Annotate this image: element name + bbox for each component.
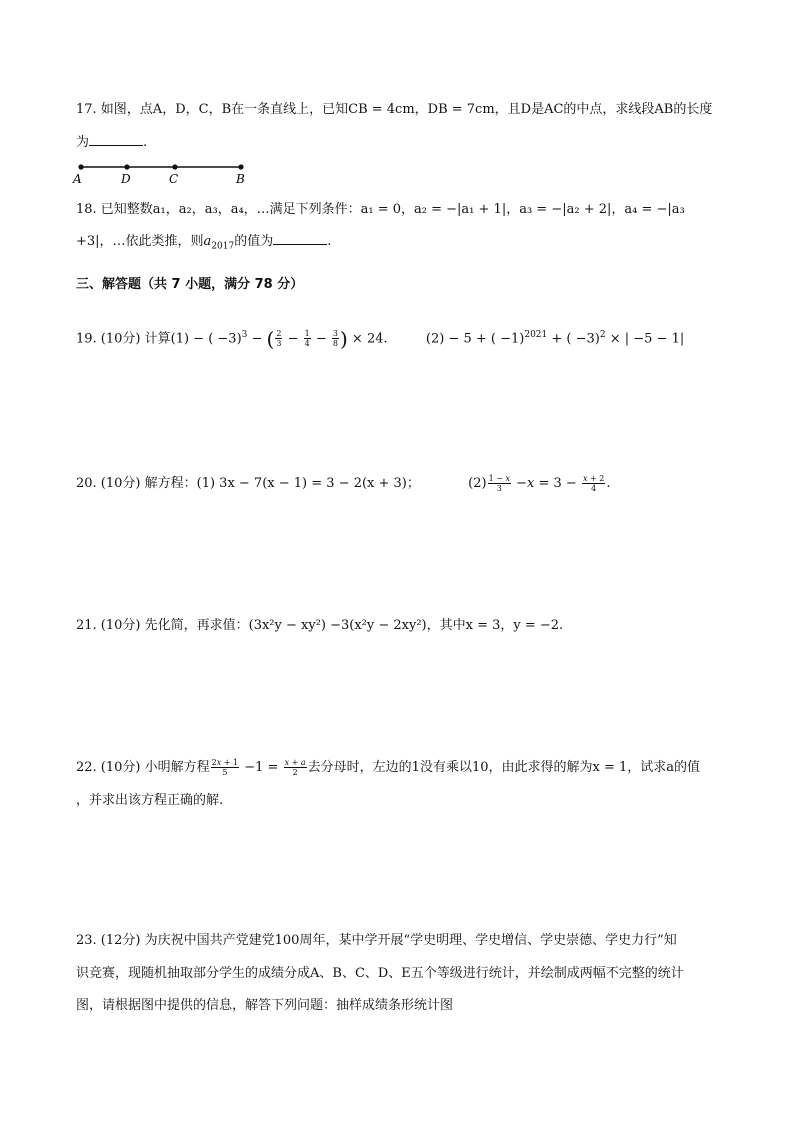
q23-line3: 图，请根据图中提供的信息，解答下列问题：抽样成绩条形统计图 [76,998,454,1013]
point-c-dot [172,164,177,169]
point-c-label: C [169,172,179,186]
answer-blank [273,232,327,245]
point-d-dot [124,164,129,169]
answer-blank [89,133,143,146]
point-b-dot [238,164,243,169]
q17-line2: 为 . [76,135,148,150]
point-b-label: B [236,172,245,186]
point-d-label: D [121,172,131,186]
q22-line2: ，并求出该方程正确的解. [76,793,224,808]
section-heading: 三、解答题（共 7 小题，满分 78 分） [76,277,304,292]
point-a-dot [78,164,83,169]
q18-line2: +3|，…依此类推，则$a_{2017}$的值为 . [76,234,332,252]
q19-line: 19. (10分) 计算(1) − ( −3)$^3$ − ( $\frac{2}{3}$ − $\frac{1}{4}$ − $\frac{3}{8}$ ) × 24. (2) − 5 + ( −1)$^{2021}$ + ( −3)$^2$ × | −5 − 1| [76,326,685,351]
q22-line1: 22. (10分) 小明解方程 $\frac{2x + 1}{5}$ −1 = $\frac{x + a}{2}$ 去分母时，左边的1没有乘以10，由此求得的解为x = 1，试求a的值 [76,758,700,777]
q18-line1: 18. 已知整数a₁，a₂，a₃，a₄，…满足下列条件：a₁ = 0，a₂ = −|a₁ + 1|，a₃ = −|a₂ + 2|，a₄ = −|a₃ [76,202,685,217]
q23-line1: 23. (12分) 为庆祝中国共产党建党100周年，某中学开展“学史明理、学史增信、学史崇德、学史力行”知 [76,933,677,948]
q20-line: 20. (10分) 解方程：(1) 3x − 7(x − 1) = 3 − 2(x + 3)； (2) $\frac{1 - x}{3}$ −x = 3 − $\frac{x + 2}{4}$ . [76,474,611,493]
line-segment-figure [0,155,794,195]
point-a-label: A [73,172,82,186]
q21-line: 21. (10分) 先化简，再求值：(3x²y − xy²) −3(x²y − 2xy²)，其中x = 3，y = −2. [76,618,564,633]
q23-line2: 识竞赛，现随机抽取部分学生的成绩分成A、B、C、D、E五个等级进行统计，并绘制成两幅不完整的统计 [76,966,684,981]
q17-line1: 17. 如图，点A，D，C，B在一条直线上，已知CB = 4cm，DB = 7cm，且D是AC的中点，求线段AB的长度 [76,102,713,117]
